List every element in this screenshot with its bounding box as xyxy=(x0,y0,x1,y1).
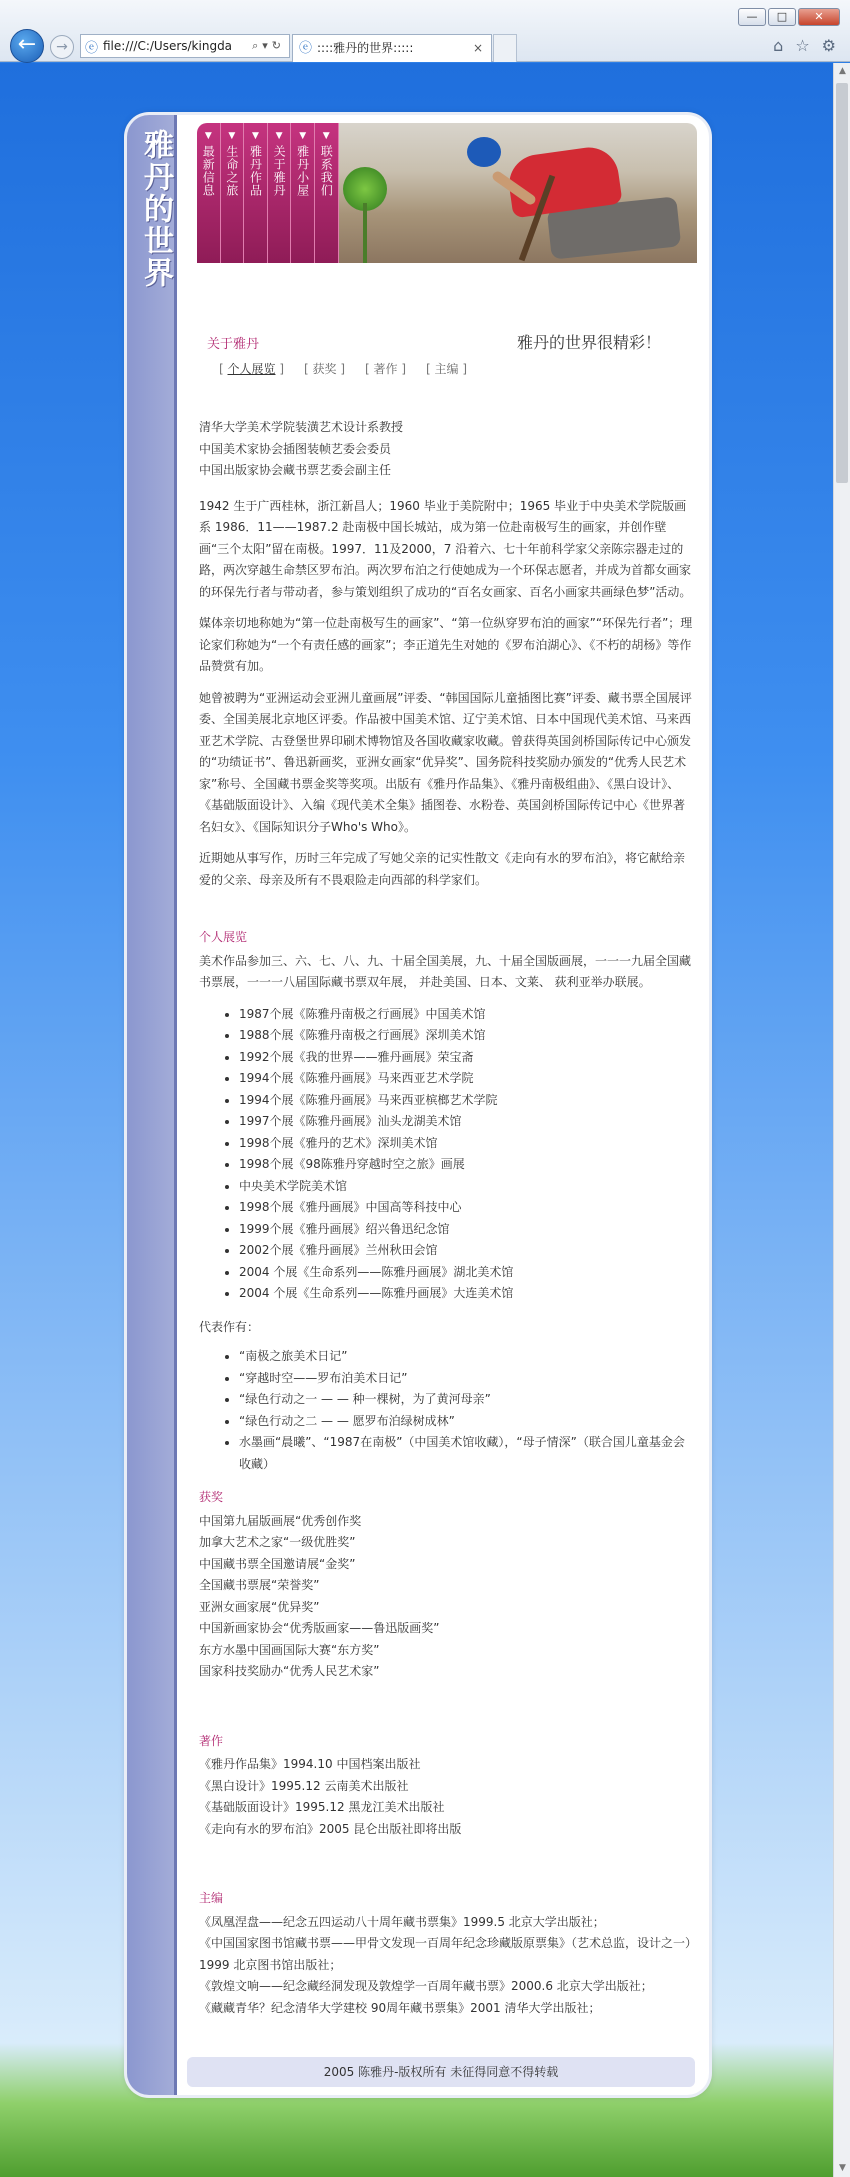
list-item: 加拿大艺术之家“一级优胜奖” xyxy=(199,1535,356,1549)
forward-arrow-icon: → xyxy=(56,39,68,55)
nav-item-latest[interactable] xyxy=(197,123,221,263)
toolbar-icons xyxy=(773,36,836,55)
tab-title: ::::雅丹的世界::::: xyxy=(317,41,414,55)
list-item: 中国第九届版画展“优秀创作奖 xyxy=(199,1513,362,1528)
list-item: • 1994个展《陈雅丹画展》马来西亚槟榔艺术学院 xyxy=(239,1090,694,1112)
list-item: • 1994个展《陈雅丹画展》马来西亚艺术学院 xyxy=(239,1068,694,1090)
edited-heading: 主编 xyxy=(199,1891,224,1905)
list-item: • 2004 个展《生命系列——陈雅丹画展》大连美术馆 xyxy=(239,1283,694,1305)
address-search-refresh-icons[interactable]: ⌕▾↻ xyxy=(252,39,285,52)
list-item: • 1997个展《陈雅丹画展》汕头龙湖美术馆 xyxy=(239,1111,694,1133)
new-tab-button[interactable] xyxy=(493,34,517,62)
list-item: • 水墨画“晨曦”、“1987在南极”（中国美术馆收藏），“母子情深”（联合国儿童基金会收藏） xyxy=(239,1432,694,1475)
back-button[interactable] xyxy=(10,29,44,63)
subnav-label: 个人展览 xyxy=(227,362,276,376)
maximize-button[interactable]: □ xyxy=(768,8,796,26)
list-item: 《藏藏青华？纪念清华大学建校 90周年藏书票集》2001 清华大学出版社； xyxy=(199,2000,601,2015)
settings-gear-icon[interactable]: ⚙ xyxy=(821,36,836,55)
close-window-button[interactable]: ✕ xyxy=(798,8,840,26)
list-item: 《黑白设计》1995.12 云南美术出版社 xyxy=(199,1778,409,1793)
titles-block xyxy=(199,417,694,482)
subnav-books[interactable]: [ 著作 ] xyxy=(365,362,407,376)
exhibitions-intro: 美术作品参加三、六、七、八、九、十届全国美展，九、十届全国版画展，一一一九届全国藏书票展，一一一八届国际藏书票双年展， 并赴美国、日本、文莱、 荻利亚举办联展。 xyxy=(199,953,692,989)
exhibitions-list xyxy=(199,1004,694,1305)
nav-label: 雅丹小屋 xyxy=(295,145,310,197)
nav-label: 雅丹作品 xyxy=(248,145,263,197)
list-item: • 1998个展《98陈雅丹穿越时空之旅》画展 xyxy=(239,1154,694,1176)
address-bar[interactable] xyxy=(80,34,290,58)
home-icon[interactable]: ⌂ xyxy=(773,36,784,55)
bio-paragraph: 1942 生于广西桂林，浙江新昌人；1960 毕业于美院附中；1965 毕业于中央美术学院版画系 1986．11——1987.2 赴南极中国长城站，成为第一位赴南极写生的画家，并创作壁画“三个太阳”留在南极。1997．11及2000，7 沿着六、七十年前科学家父亲陈宗器走过的路，两次穿越生命禁区罗布泊。两次罗布泊之行使她成为一个环保志愿者，并成为首都女画家的环保先行者与带动者，参与策划组织了成功的“百名女画家、百名小画家共画绿色梦”活动。 xyxy=(199,498,692,599)
title-line: 清华大学美术学院装潢艺术设计系教授 xyxy=(199,420,404,434)
page-viewport xyxy=(0,63,833,2177)
list-item: 《敦煌文响——纪念藏经洞发现及敦煌学一百周年藏书票》2000.6 北京大学出版社； xyxy=(199,1979,653,1993)
list-item: • “绿色行动之二 — — 愿罗布泊绿树成林” xyxy=(239,1411,694,1433)
nav-item-contact[interactable] xyxy=(315,123,339,263)
works-list xyxy=(199,1346,694,1475)
exhibitions-heading: 个人展览 xyxy=(199,930,248,944)
bio-paragraph: 媒体亲切地称她为“第一位赴南极写生的画家”、“第一位纵穿罗布泊的画家”“环保先行者”；理论家们称她为“一个有责任感的画家”；李正道先生对她的《罗布泊湖心》、《不朽的胡杨》等作品赞赏有加。 xyxy=(199,616,693,673)
triangle-down-icon: ▼ xyxy=(322,131,330,141)
list-item: 亚洲女画家展“优异奖” xyxy=(199,1599,320,1614)
triangle-down-icon: ▼ xyxy=(252,131,259,141)
main-nav xyxy=(197,123,339,263)
nav-label: 关于雅丹 xyxy=(272,145,287,197)
list-item: • 1998个展《雅丹的艺术》深圳美术馆 xyxy=(239,1133,694,1155)
list-item: 《基础版面设计》1995.12 黑龙江美术出版社 xyxy=(199,1800,445,1814)
forward-button[interactable] xyxy=(50,35,74,59)
minimize-button[interactable]: — xyxy=(738,8,766,26)
list-item: • “绿色行动之一 — — 种一棵树，为了黄河母亲” xyxy=(239,1389,694,1411)
list-item: • 中央美术学院美术馆 xyxy=(239,1176,694,1198)
subnav-label: 著作 xyxy=(373,362,398,376)
back-arrow-icon: ← xyxy=(17,32,37,57)
list-item: • 2002个展《雅丹画展》兰州秋田会馆 xyxy=(239,1240,694,1262)
left-sidebar xyxy=(127,115,177,2095)
banner-photo xyxy=(339,123,697,263)
list-item: 中国藏书票全国邀请展“金奖” xyxy=(199,1556,356,1571)
works-label: 代表作有： xyxy=(199,1319,260,1334)
ie-tab-icon: ⓔ xyxy=(299,41,313,56)
address-text: file:///C:/Users/kingda xyxy=(103,39,233,53)
subnav-edited[interactable]: [ 主编 ] xyxy=(426,362,468,376)
bio-paragraph: 近期她从事写作，历时三年完成了写她父亲的记实性散文《走向有水的罗布泊》，将它献给亲爱的父亲、母亲及所有不畏艰险走向西部的科学家们。 xyxy=(199,851,686,887)
site-slogan: 雅丹的世界很精彩！ xyxy=(517,333,662,352)
nav-label: 最新信息 xyxy=(201,145,216,197)
nav-item-life-journey[interactable] xyxy=(221,123,245,263)
scroll-down-arrow-icon[interactable]: ▼ xyxy=(839,2163,846,2173)
site-logo: 雅丹的世界 xyxy=(138,129,173,289)
list-item: • 1992个展《我的世界——雅丹画展》荣宝斋 xyxy=(239,1047,694,1069)
figure-head-shape xyxy=(467,137,501,167)
nav-label: 生命之旅 xyxy=(224,145,239,197)
subnav-exhibitions[interactable]: [ 个人展览 ] xyxy=(219,362,285,376)
title-line: 中国美术家协会插图装帧艺委会委员 xyxy=(199,441,392,456)
sign-pole-shape xyxy=(363,203,367,263)
nav-item-works[interactable] xyxy=(244,123,268,263)
list-item: 全国藏书票展“荣誉奖” xyxy=(199,1578,320,1592)
list-item: • “南极之旅美术日记” xyxy=(239,1346,694,1368)
tab-close-icon[interactable]: × xyxy=(472,41,483,55)
scroll-thumb[interactable] xyxy=(836,83,848,483)
subnav-label: 主编 xyxy=(434,362,459,376)
header-banner xyxy=(197,123,697,263)
list-item: 《走向有水的罗布泊》2005 昆仑出版社即将出版 xyxy=(199,1821,462,1836)
list-item: 《凤凰涅盘——纪念五四运动八十周年藏书票集》1999.5 北京大学出版社； xyxy=(199,1914,605,1929)
list-item: 东方水墨中国画国际大赛“东方奖” xyxy=(199,1642,380,1657)
awards-list xyxy=(199,1511,694,1683)
bio-paragraph: 她曾被聘为“亚洲运动会亚洲儿童画展”评委、“韩国国际儿童插图比赛”评委、藏书票全国展评委、全国美展北京地区评委。作品被中国美术馆、辽宁美术馆、日本中国现代美术馆、马来西亚艺术学院、古登堡世界印刷术博物馆及各国收藏家收藏。曾获得英国剑桥国际传记中心颁发的“功绩证书”、鲁迅新画奖，亚洲女画家“优异奖”、国务院科技奖励办颁发的“优秀人民艺术家”称号、全国藏书票金奖等奖项。出版有《雅丹作品集》、《雅丹南极组曲》、《黑白设计》、《基础版面设计》、入编《现代美术全集》插图卷、水粉卷、英国剑桥国际传记中心《世界著名妇女》、《国际知识分子Who's Who》。 xyxy=(199,690,692,834)
list-item: • 1998个展《雅丹画展》中国高等科技中心 xyxy=(239,1197,694,1219)
ie-page-icon: ⓔ xyxy=(85,41,99,56)
article-content xyxy=(199,417,694,2019)
title-line: 中国出版家协会藏书票艺委会副主任 xyxy=(199,463,392,477)
triangle-down-icon: ▼ xyxy=(275,131,283,141)
subnav-label: 获奖 xyxy=(312,362,337,376)
browser-tab[interactable] xyxy=(292,34,492,62)
nav-item-cabin[interactable] xyxy=(291,123,315,263)
copyright-footer: 2005 陈雅丹-版权所有 未征得同意不得转载 xyxy=(187,2057,695,2087)
sub-nav xyxy=(219,360,467,377)
books-list xyxy=(199,1754,694,1840)
nav-label: 联系我们 xyxy=(319,145,334,197)
list-item: 国家科技奖励办“优秀人民艺术家” xyxy=(199,1664,380,1678)
list-item: 中国新画家协会“优秀版画家——鲁迅版画奖” xyxy=(199,1621,440,1635)
nav-item-about[interactable] xyxy=(268,123,292,263)
edited-list xyxy=(199,1912,694,2020)
list-item: • 2004 个展《生命系列——陈雅丹画展》湖北美术馆 xyxy=(239,1262,694,1284)
list-item: • 1988个展《陈雅丹南极之行画展》深圳美术馆 xyxy=(239,1025,694,1047)
subnav-awards[interactable]: [ 获奖 ] xyxy=(304,362,346,376)
triangle-down-icon: ▼ xyxy=(299,131,307,141)
window-buttons xyxy=(738,8,840,26)
awards-heading: 获奖 xyxy=(199,1490,224,1504)
list-item: • “穿越时空——罗布泊美术日记” xyxy=(239,1368,694,1390)
list-item: 《中国国家图书馆藏书票——甲骨文发现一百周年纪念珍藏版原票集》（艺术总监，设计之一）1999 北京图书馆出版社； xyxy=(199,1936,692,1972)
books-heading: 著作 xyxy=(199,1733,224,1748)
browser-chrome xyxy=(0,0,850,62)
list-item: • 1999个展《雅丹画展》绍兴鲁迅纪念馆 xyxy=(239,1219,694,1241)
favorites-star-icon[interactable]: ☆ xyxy=(795,36,810,55)
vertical-scrollbar[interactable] xyxy=(833,63,850,2177)
list-item: • 1987个展《陈雅丹南极之行画展》中国美术馆 xyxy=(239,1004,694,1026)
content-card xyxy=(127,115,709,2095)
list-item: 《雅丹作品集》1994.10 中国档案出版社 xyxy=(199,1757,421,1771)
triangle-down-icon: ▼ xyxy=(228,131,236,141)
section-title: 关于雅丹 xyxy=(207,337,260,352)
triangle-down-icon: ▼ xyxy=(204,131,212,141)
scroll-up-arrow-icon[interactable]: ▲ xyxy=(839,66,846,76)
